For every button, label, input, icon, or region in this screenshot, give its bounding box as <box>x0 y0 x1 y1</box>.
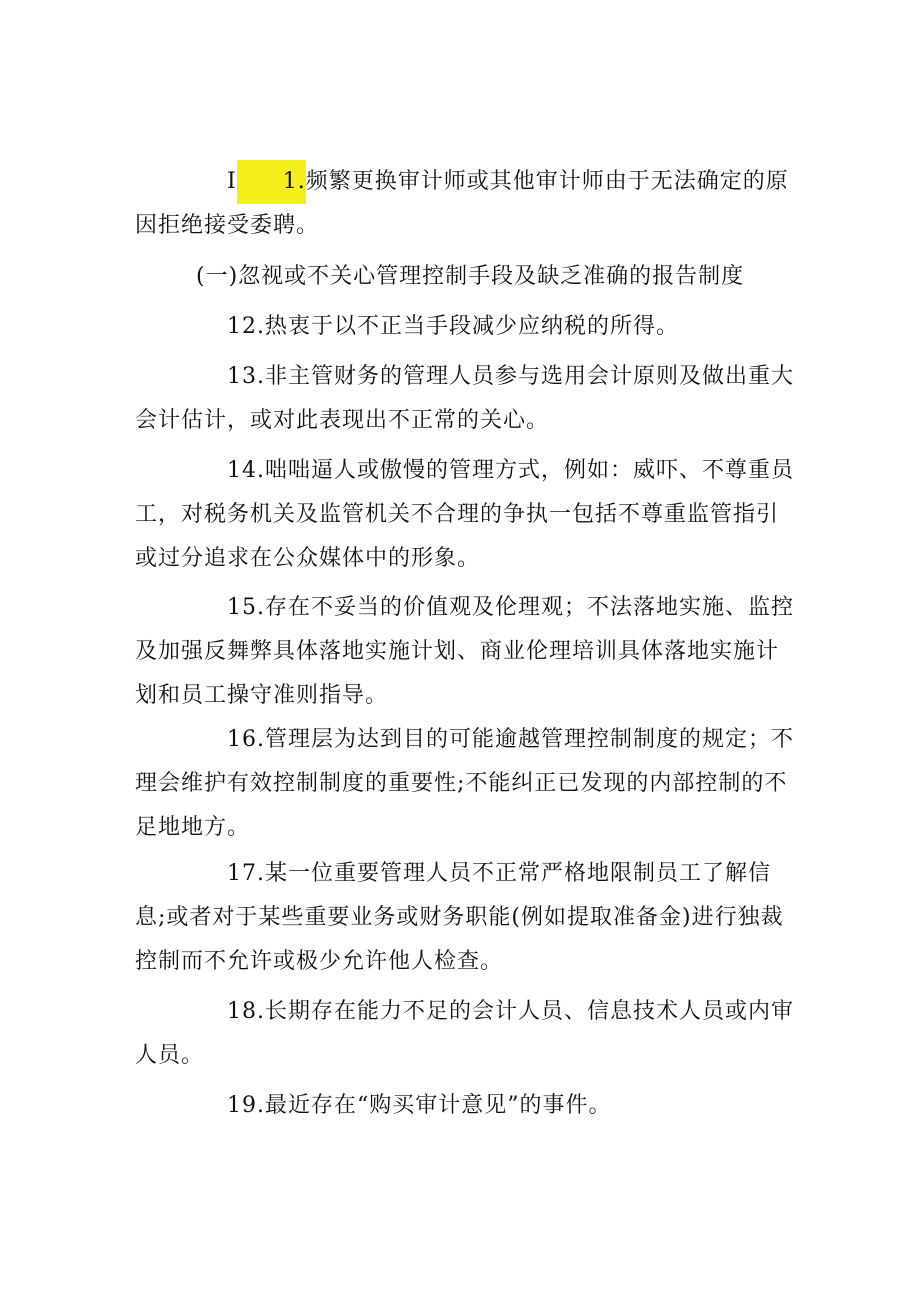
item-18-text: .长期存在能力不足的会计人员、信息技术人员或内审人员。 <box>135 999 794 1068</box>
item-14-number: 14 <box>227 458 257 483</box>
item-19 <box>135 1084 797 1128</box>
item-11-text: 频繁更换审计师或其他审计师由于无法确定的原因拒绝接受委聘。 <box>135 169 789 238</box>
item-18-number: 18 <box>227 999 257 1024</box>
item-15-number: 15 <box>227 595 257 620</box>
item-12-number: 12 <box>227 314 257 339</box>
item-17-text: .某一位重要管理人员不正常严格地限制员工了解信息;或者对于某些重要业务或财务职能(例如提取准备金)进行独裁控制而不允许或极少允许他人检查。 <box>135 861 784 974</box>
item-13-text: .非主管财务的管理人员参与选用会计原则及做出重大会计估计，或对此表现出不正常的关心。 <box>135 364 794 433</box>
item-13 <box>135 355 797 443</box>
item-18 <box>135 990 797 1078</box>
item-11-number-highlight: 1. <box>237 160 306 204</box>
item-13-number: 13 <box>227 364 257 389</box>
item-11-number-prefix: I <box>227 169 237 194</box>
item-14-text: .咄咄逼人或傲慢的管理方式，例如：威吓、不尊重员工，对税务机关及监管机关不合理的争执一包括不尊重监管指引或过分追求在公众媒体中的形象。 <box>135 458 794 571</box>
item-19-number: 19 <box>227 1093 257 1118</box>
item-17 <box>135 852 797 984</box>
item-12 <box>135 305 797 349</box>
item-11 <box>135 160 797 248</box>
item-16-text: .管理层为达到目的可能逾越管理控制制度的规定；不理会维护有效控制制度的重要性;不能纠正已发现的内部控制的不足地地方。 <box>135 727 794 840</box>
item-16 <box>135 718 797 850</box>
section-heading: (一)忽视或不关心管理控制手段及缺乏准确的报告制度 <box>196 264 745 289</box>
item-14 <box>135 449 797 581</box>
item-15 <box>135 586 797 718</box>
item-12-text: .热衷于以不正当手段减少应纳税的所得。 <box>257 314 679 339</box>
item-19-text: .最近存在“购买审计意见”的事件。 <box>257 1093 612 1118</box>
item-15-text: .存在不妥当的价值观及伦理观；不法落地实施、监控及加强反舞弊具体落地实施计划、商业伦理培训具体落地实施计划和员工操守准则指导。 <box>135 595 794 708</box>
item-16-number: 16 <box>227 727 257 752</box>
item-17-number: 17 <box>227 861 257 886</box>
